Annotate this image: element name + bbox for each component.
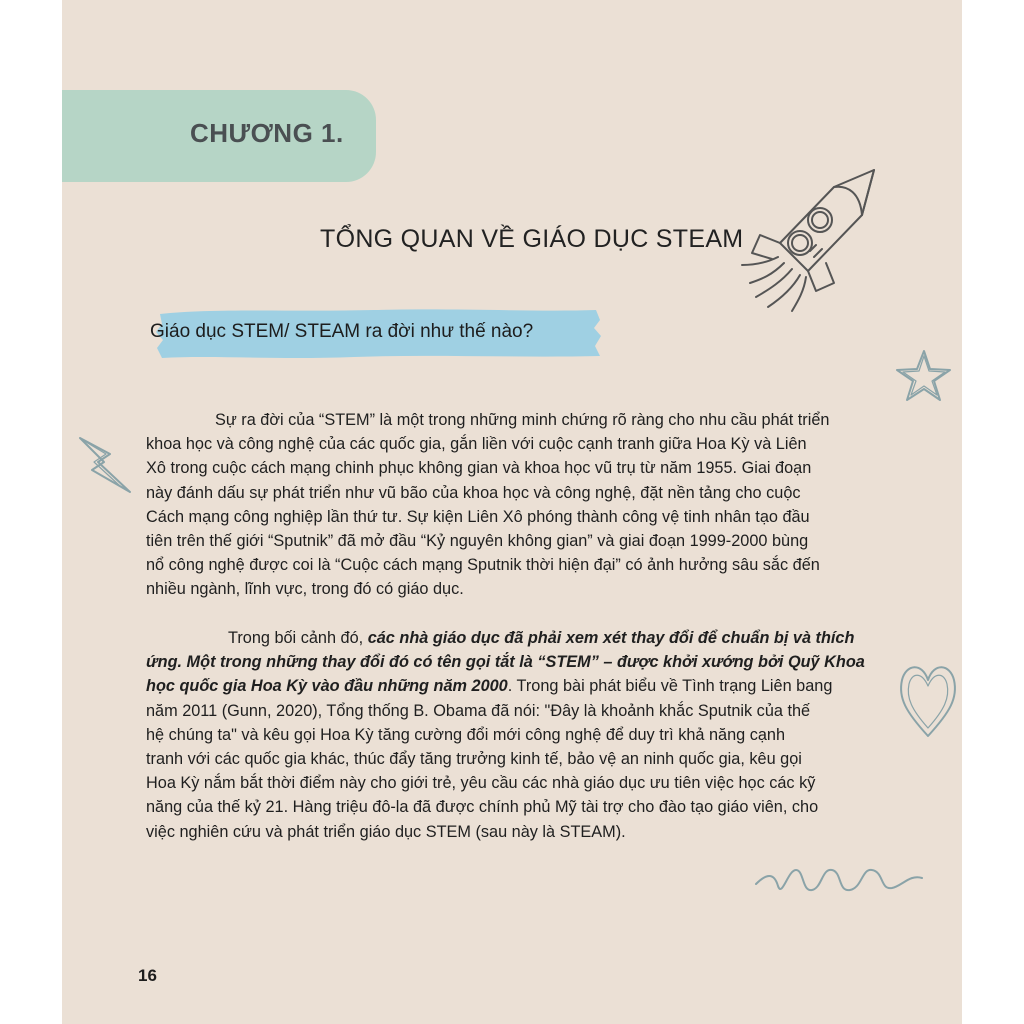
star-icon xyxy=(894,348,954,404)
paragraph-line: này đánh dấu sự phát triển như vũ bão của khoa học và công nghệ, đặt nền tảng cho cuộc xyxy=(146,483,801,502)
paragraph-2 xyxy=(146,626,876,844)
paragraph-line: năng của thế kỷ 21. Hàng triệu đô-la đã được chính phủ Mỹ tài trợ cho đào tạo giáo viên, cho xyxy=(146,798,819,817)
paragraph-line: Cách mạng công nghiệp lần thứ tư. Sự kiện Liên Xô phóng thành công vệ tinh nhân tạo đầu xyxy=(146,507,810,526)
emphasized-text: các nhà giáo dục đã phải xem xét thay đổi để chuẩn bị và thích xyxy=(367,629,855,647)
paragraph-line: hệ chúng ta" và kêu gọi Hoa Kỳ tăng cường đổi mới công nghệ để duy trì khả năng cạnh xyxy=(146,725,786,744)
rocket-icon xyxy=(722,165,882,325)
paragraph-line: Sự ra đời của “STEM” là một trong những minh chứng rõ ràng cho nhu cầu phát triển xyxy=(215,411,830,429)
lightning-icon xyxy=(76,432,134,498)
paragraph-line: việc nghiên cứu và phát triển giáo dục STEM (sau này là STEAM). xyxy=(146,822,626,841)
page-number: 16 xyxy=(138,966,157,985)
plain-text: Trong bối cảnh đó, xyxy=(228,629,368,647)
paragraph-line: Xô trong cuộc cách mạng chinh phục không gian và khoa học vũ trụ từ năm 1955. Giai đoạn xyxy=(146,459,812,478)
paragraph-line xyxy=(146,674,876,698)
paragraph-line: năm 2011 (Gunn, 2020), Tổng thống B. Obama đã nói: "Đây là khoảnh khắc Sputnik của thế xyxy=(146,701,811,720)
paragraph-line xyxy=(146,626,876,650)
emphasized-text: ứng. Một trong những thay đổi đó có tên gọi tắt là “STEM” – được khởi xướng bởi Quỹ Khoa xyxy=(146,653,865,672)
book-page xyxy=(62,0,962,1024)
paragraph-line: tiên trên thế giới “Sputnik” đã mở đầu “Kỷ nguyên không gian” và giai đoạn 1999-2000 bùng xyxy=(146,532,809,551)
paragraph-line: khoa học và công nghệ của các quốc gia, gắn liền với cuộc cạnh tranh giữa Hoa Kỳ và Liên xyxy=(146,435,807,454)
chapter-label: CHƯƠNG 1. xyxy=(190,118,344,148)
paragraph-1 xyxy=(146,408,876,602)
heart-icon xyxy=(898,654,958,740)
paragraph-line: nổ công nghệ được coi là “Cuộc cách mạng Sputnik thời hiện đại” có ảnh hưởng sâu sắc đến xyxy=(146,556,820,575)
plain-text: . Trong bài phát biểu về Tình trạng Liên bang xyxy=(507,677,833,696)
paragraph-line: tranh với các quốc gia khác, thúc đẩy tăng trưởng kinh tế, bảo vệ an ninh quốc gia, kêu gọi xyxy=(146,750,802,769)
paragraph-line: Hoa Kỳ nắm bắt thời điểm này cho giới trẻ, yêu cầu các nhà giáo dục ưu tiên việc học các kỹ xyxy=(146,774,816,793)
chapter-title: TỔNG QUAN VỀ GIÁO DỤC STEAM xyxy=(320,225,744,253)
section-heading: Giáo dục STEM/ STEAM ra đời như thế nào? xyxy=(150,321,534,342)
paragraph-line: nhiều ngành, lĩnh vực, trong đó có giáo dục. xyxy=(146,580,464,599)
wave-icon xyxy=(752,860,928,900)
emphasized-text: học quốc gia Hoa Kỳ vào đầu những năm 2000 xyxy=(146,677,508,696)
